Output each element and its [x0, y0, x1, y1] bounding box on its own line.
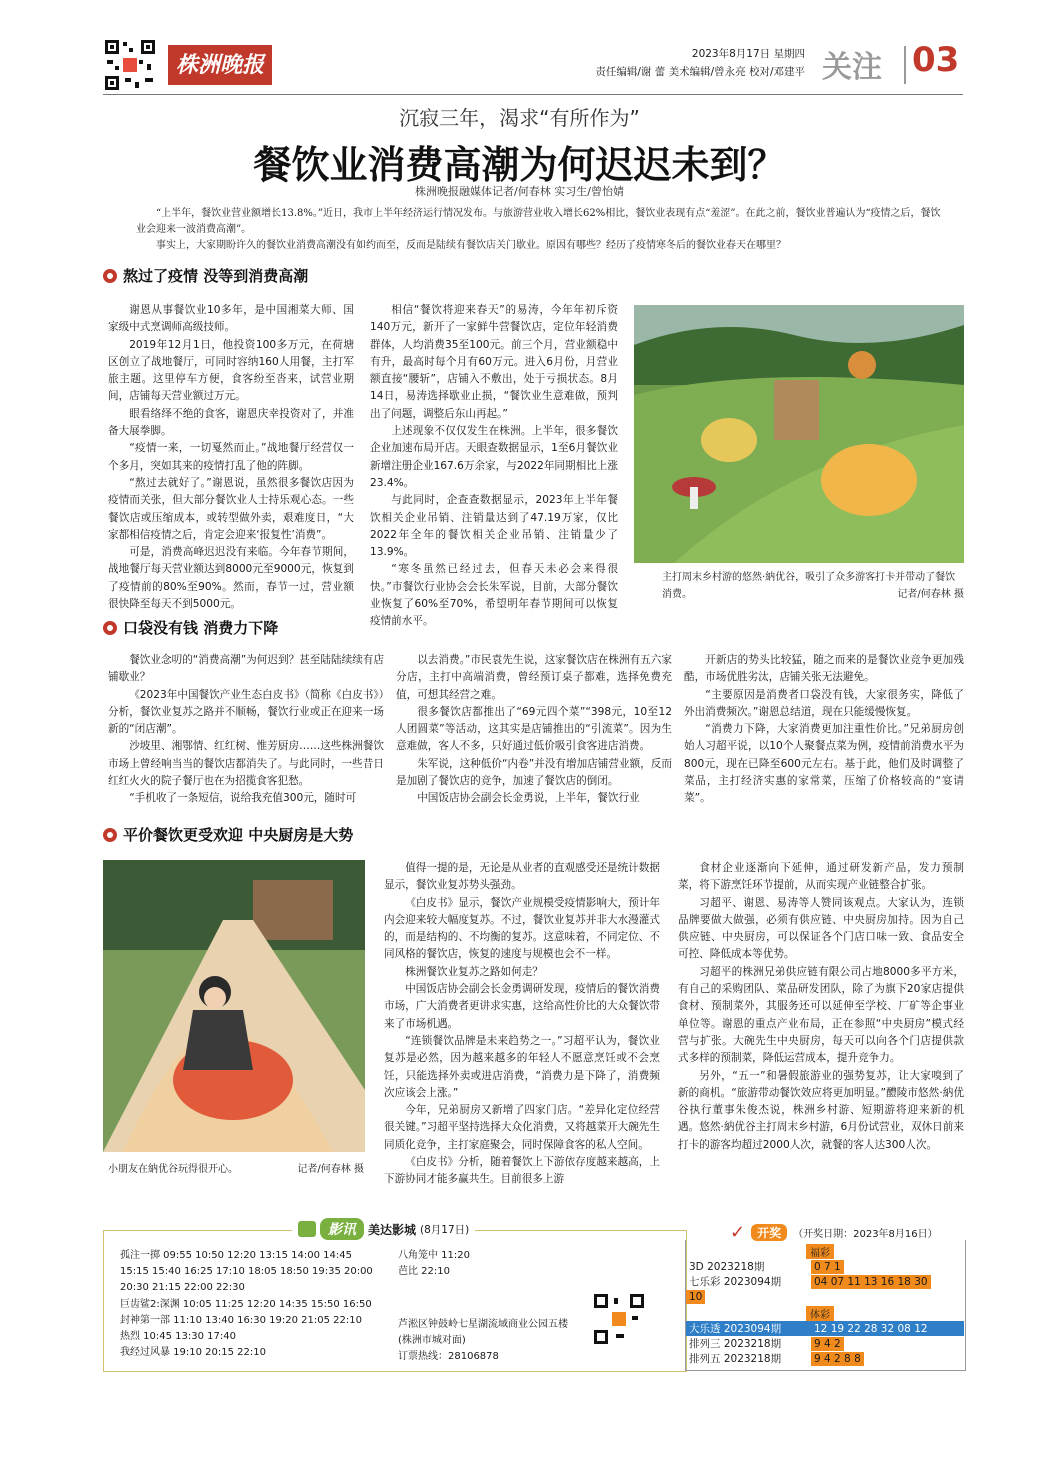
lottery-row: 排列五 2023218期 9 4 2 8 8: [686, 1351, 964, 1366]
section-heading-3: 平价餐饮更受欢迎 中央厨房是大势: [103, 824, 353, 845]
section-heading-2: 口袋没有钱 消费力下降: [103, 617, 278, 638]
s1-column-2: 相信“餐饮将迎来春天”的易涛，今年年初斥资140万元，新开了一家鲜牛营餐饮店，定位年轻消费群体，人均消费35至100元。前三个月，营业额稳中有升，最高时每个月有60万元。进入6月份，月营业额直接“腰斩”，店铺入不敷出，处于亏损状态。8月14日，易涛选择歇业止损，“餐饮业生意难做，预判出了问题，调整后东山再起。” 上述现象不仅仅发生在株洲。上半年，很多餐饮企业加速布局开店。天眼查数据显示，1至6月餐饮业新增注册企业167.6万余家，与2022年同期相比上涨23.4%。 与此同时，企查查数据显示，2023年上半年餐饮相关企业吊销、注销量达到了47.19万家，仅比2022年全年的餐饮相关企业吊销、注销量少了13.9%。 “寒冬虽然已经过去，但春天未必会来得很快。”市餐饮行业协会会长朱军说，目前，大部分餐饮业恢复了60%至70%，希望明年春节期间可以恢复疫情前水平。: [370, 304, 618, 628]
cinema-qr-code: [592, 1292, 646, 1346]
lottery-rows-top: [686, 1259, 964, 1304]
lead-paragraph: “上半年，餐饮业营业额增长13.8%。”近日，我市上半年经济运行情况发布。与旅游营业收入增长62%相比，餐饮业表现有点“羞涩”。在此之前，餐饮业普遍认为“疫情之后，餐饮业会迎来一波消费高潮”。 事实上，大家期盼许久的餐饮业消费高潮没有如约而至，反而是陆续有餐饮店关门歇业。原因有哪些？经历了疫情寒冬后的餐饮业春天在哪里？: [136, 208, 941, 251]
lottery-numbers: 12 19 22 28 32 08 12: [811, 1322, 931, 1336]
sports-label: 体彩: [806, 1306, 834, 1321]
lottery-numbers: 9 4 2: [811, 1337, 844, 1351]
s2-column-3: 开新店的势头比较猛，随之而来的是餐饮业竞争更加残酷，市场优胜劣汰，店铺关张无法避免。 “主要原因是消费者口袋没有钱，大家很务实，降低了外出消费频次。”谢恩总结道，现在只能缓慢恢复。 “消费力下降，大家消费更加注重性价比。”兄弟厨房创始人习超平说，以10个人聚餐点菜为例，疫情前消费水平为800元，现在已降至600元左右。基于此，他们及时调整了菜品，主打经济实惠的家常菜，压缩了价格较高的“宴请菜”。: [684, 654, 964, 805]
child-photo-credit: 记者/何春林 摄: [297, 1164, 364, 1175]
masthead-rule: [103, 94, 963, 95]
park-photo-credit: 记者/何春林 摄: [897, 589, 964, 600]
s2-column-1: 餐饮业念叨的“消费高潮”为何迟到？甚至陆陆续续有店铺歇业？ 《2023年中国餐饮产业生态白皮书》（简称《白皮书》）分析，餐饮业复苏之路并不顺畅，餐饮行业或正在迎来一场新的“闭店潮”。 沙坡里、湘鄂情、红红树、惟芳厨房……这些株洲餐饮市场上曾经响当当的餐饮店都消失了。与此同时，一些昔日红红火火的院子餐厅也在为招揽食客犯愁。 “手机收了一条短信，说给我充值300元，随时可: [108, 654, 384, 805]
lottery-header: ✓ 开奖 （开奖日期：2023年8月16日）: [730, 1222, 938, 1243]
section-divider: [904, 46, 906, 84]
bullet-icon: [103, 269, 117, 283]
s3-column-1: 值得一提的是，无论是从业者的直观感受还是统计数据显示，餐饮业复苏势头强劲。 《白皮书》显示，餐饮产业规模受疫情影响大，预计年内会迎来较大幅度复苏。不过，餐饮业复苏并非大水漫灌式的，而是结构的、不均衡的复苏。这意味着，不同定位、不同风格的餐饮店，恢复的速度与规模也会不一样。 株洲餐饮业复苏之路如何走？ 中国饭店协会副会长金勇调研发现，疫情后的餐饮消费市场，广大消费者更讲求实惠，这给高性价比的大众餐饮带来了市场机遇。 “连锁餐饮品牌是未来趋势之一。”习超平认为，餐饮业复苏是必然，因为越来越多的年轻人不愿意烹饪或不会烹饪，只能选择外卖或进店消费，“消费力是下降了，消费频次应该会上涨。” 今年，兄弟厨房又新增了四家门店。“差异化定位经营很关键。”习超平坚持选择大众化消费，又将越菜开大碗先生同质化竞争，主打家庭聚会，同时保障食客的私人空间。 《白皮书》分析，随着餐饮上下游依存度越来越高，上下游协同才能多赢共生。目前很多上游: [384, 862, 660, 1186]
lottery-row: 七乐彩 2023094期 04 07 11 13 16 18 30: [686, 1274, 964, 1289]
date-line: 2023年8月17日 星期四: [691, 48, 805, 60]
check-icon: ✓: [730, 1222, 746, 1243]
headline-title: 餐饮业消费高潮为何迟迟未到？: [253, 143, 786, 187]
lottery-row: [686, 1289, 964, 1304]
lottery-numbers: 04 07 11 13 16 18 30: [811, 1275, 931, 1289]
headline-kicker: 沉寂三年，渴求“有所作为”: [399, 106, 640, 130]
park-photo-caption: 主打周末乡村游的悠然·納优谷，吸引了众多游客打卡并带动了餐饮消费。: [662, 572, 956, 600]
child-photo: [103, 860, 365, 1152]
welfare-label: 福彩: [806, 1244, 834, 1259]
s2-column-2: 以去消费。”市民袁先生说，这家餐饮店在株洲有五六家分店，主打中高端消费，曾经预订桌子都难，选择免费充值，可想其经营之难。 很多餐饮店都推出了“69元四个菜”“398元，10至12人团圆菜”等活动，这其实是店铺推出的“引流菜”。因为生意难做，客人不多，只好通过低价吸引食客进店消费。 朱军说，这种低价“内卷”并没有增加店铺营业额，反而是加剧了餐饮店的竞争，加速了餐饮店的倒闭。 中国饭店协会副会长金勇说，上半年，餐饮行业: [396, 654, 672, 805]
child-photo-caption: 小朋友在納优谷玩得很开心。: [108, 1164, 238, 1175]
s1-column-1: 谢恩从事餐饮业10多年，是中国湘菜大师、国家级中式烹调师高级技师。 2019年12月1日，他投资100多万元，在荷塘区创立了战地餐厅，可同时容纳160人用餐，主打军旅主题。这里停车方便，食客纷至沓来，试营业期间，店铺每天营业额过万元。 眼看络绎不绝的食客，谢恩庆幸投资对了，并准备大展拳脚。 “疫情一来，一切戛然而止。”战地餐厅经营仅一个多月，突如其来的疫情打乱了他的阵脚。 “熬过去就好了。”谢恩说，虽然很多餐饮店因为疫情而关张，但大部分餐饮业人士持乐观心态。一些餐饮店或压缩成本，或转型做外卖，艰难度日，“大家都相信疫情之后，肯定会迎来‘报复性’消费”。 可是，消费高峰迟迟没有来临。今年春节期间，战地餐厅每天营业额达到8000元至9000元，恢复到了疫情前的80%至90%。然而，春节一过，营业额很快降至每天不到5000元。: [108, 304, 354, 611]
cinema-address: 芦淞区钟鼓岭七星湖流域商业公园五楼(株洲市城对面) 订票热线：28106878: [398, 1319, 568, 1363]
page-number: 03: [912, 40, 960, 80]
film-icon: [298, 1221, 316, 1237]
section-heading-1: 熬过了疫情 没等到消费高潮: [103, 265, 308, 286]
lottery-numbers: 0 7 1: [811, 1260, 844, 1274]
lottery-numbers: 9 4 2 8 8: [811, 1352, 864, 1366]
newspaper-logo: 株洲晚报: [168, 45, 272, 85]
lottery-row: 排列三 2023218期 9 4 2: [686, 1336, 964, 1351]
cinema-schedule-right: 八角笼中 11:20 芭比 22:10: [398, 1250, 470, 1278]
qr-code: [103, 38, 157, 92]
s3-column-2: 食材企业逐渐向下延伸，通过研发新产品，发力预制菜，将下游烹饪环节提前，从而实现产业链整合扩张。 习超平、谢恩、易涛等人赞同该观点。大家认为，连锁品牌要做大做强，必须有供应链、中央厨房加持。因为自己供应链、中央厨房，可以保证各个门店口味一致、食品安全可控、降低成本等优势。 习超平的株洲兄弟供应链有限公司占地8000多平方米，有自己的采购团队、菜品研发团队，除了为旗下20家店提供食材、预制菜外，其服务还可以延伸至学校、厂矿等企事业单位等。谢恩的重点产业布局，正在参照“中央厨房”模式经营与扩张。大碗先生中央厨房，每天可以向各个门店提供款式多样的预制菜，降低运营成本，提升竞争力。 另外，“五一”和暑假旅游业的强势复苏，让大家嗅到了新的商机。“旅游带动餐饮效应将更加明显。”醴陵市悠然·納优谷执行董事朱俊杰说，株洲乡村游、短期游将迎来新的机遇。悠然·納优谷主打周末乡村游，6月份试营业，双休日前来打卡的游客均超过2000人次，就餐的客人达300人次。: [678, 862, 964, 1151]
lottery-row: 3D 2023218期 0 7 1: [686, 1259, 964, 1274]
bullet-icon: [103, 828, 117, 842]
bullet-icon: [103, 621, 117, 635]
lottery-row: 大乐透 2023094期 12 19 22 28 32 08 12: [686, 1321, 964, 1336]
cinema-schedule: 孤注一掷 09:55 10:50 12:20 13:15 14:00 14:45 15:15 15:40 16:25 17:10 18:05 18:50 19:35 20:00 20:30 21:15 22:00 22:30 巨齿鲨2:深渊 10:05 11:25 12:20 14:35 15:50 16:50 封神第一部 11:10 13:40 16:30 19:20 21:05 22:10 热烈 10:45 13:30 17:40 我经过风暴 19:10 20:15 22:10: [120, 1250, 373, 1359]
section-name: 关注: [822, 50, 882, 85]
byline: 株洲晚报融媒体记者/何春林 实习生/曾怡婧: [415, 185, 624, 198]
park-photo: [634, 305, 964, 563]
lottery-numbers: 10: [686, 1290, 705, 1304]
editors-line: 责任编辑/谢 蕾 美术编辑/曾永亮 校对/邓建平: [595, 66, 805, 78]
cinema-badge: 影讯 美达影城 (8月17日): [292, 1218, 475, 1240]
lottery-rows-bottom: [686, 1321, 964, 1366]
